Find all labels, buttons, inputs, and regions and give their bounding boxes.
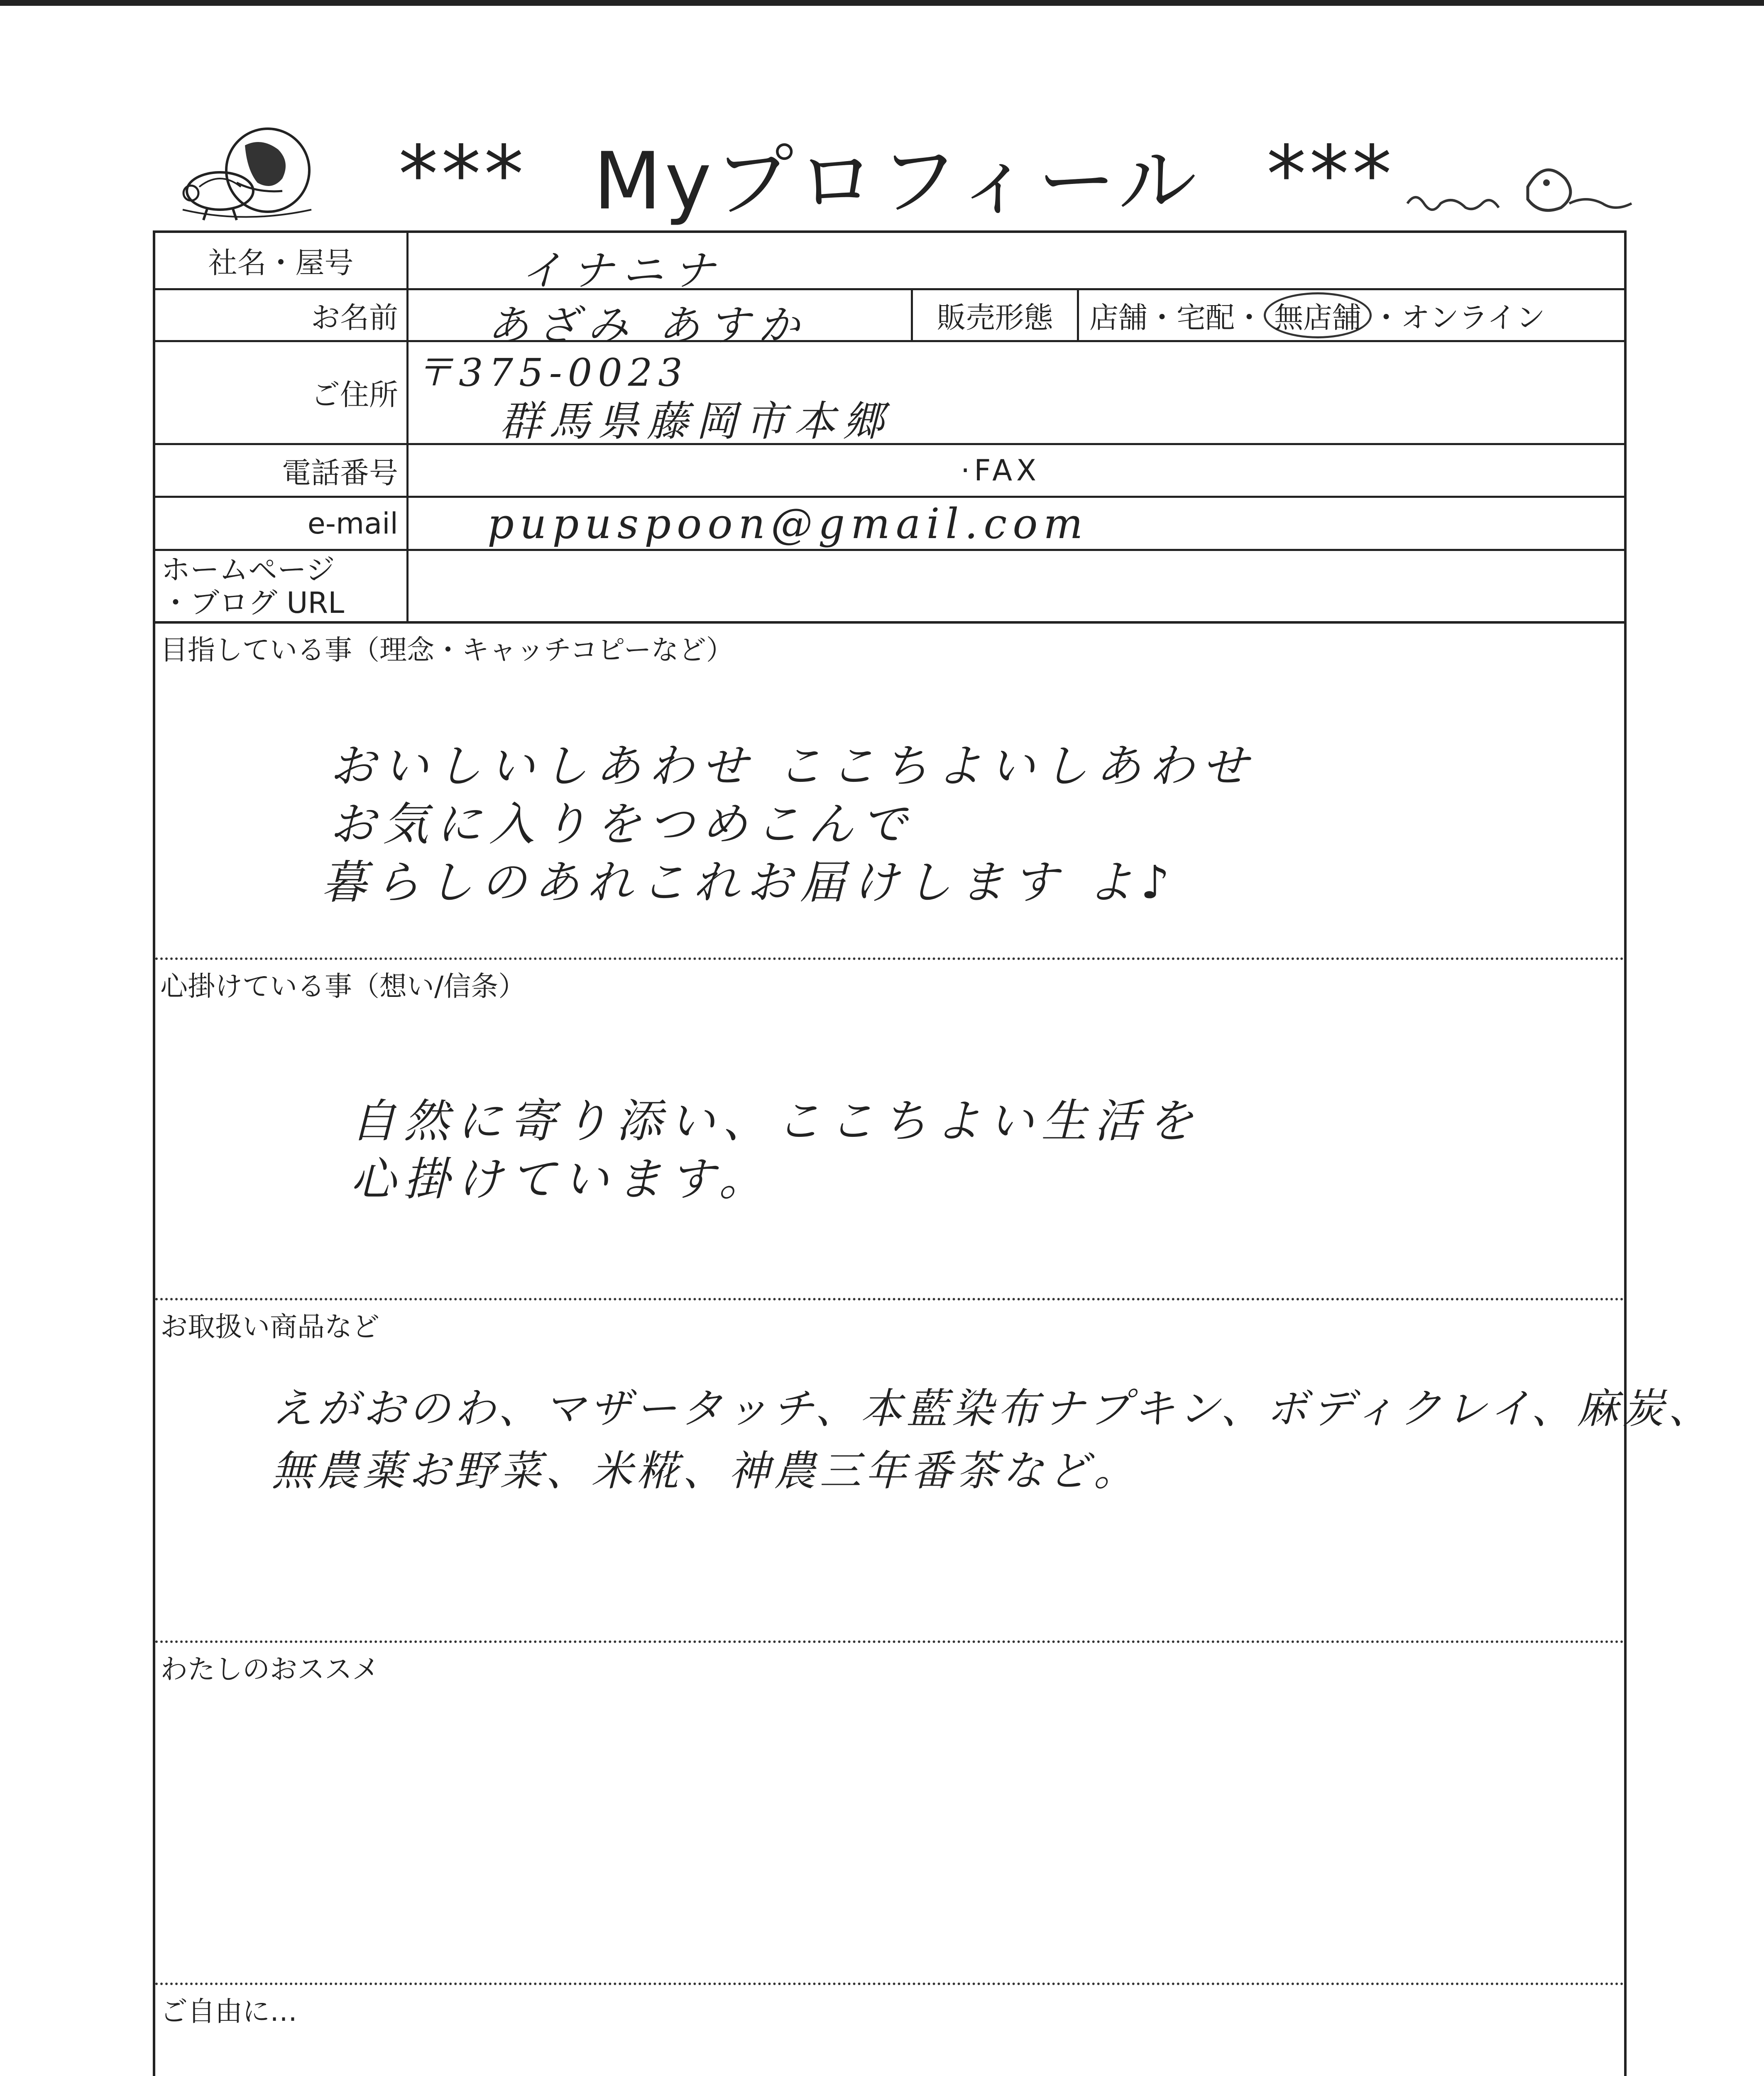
fax-field[interactable] <box>1110 445 1608 496</box>
products-title: お取扱い商品など <box>160 1311 379 1343</box>
phone-field[interactable] <box>415 445 913 496</box>
name-label: お名前 <box>155 290 409 340</box>
email-label: e-mail <box>155 498 409 549</box>
company-field[interactable]: イナニナ <box>521 246 725 295</box>
url-label-line2: ・ブログ URL <box>161 585 345 620</box>
recommend-section <box>155 1643 1624 1985</box>
scan-top-edge <box>0 0 1764 6</box>
mind-title: 心掛けている事（想い/信条） <box>160 970 526 1002</box>
sales-option-store[interactable]: 店舗 <box>1089 300 1147 335</box>
name-row <box>155 290 1624 350</box>
address-row <box>155 342 1624 445</box>
scribble-logo <box>1403 158 1636 224</box>
mind-line-2: 心掛けています。 <box>350 1153 772 1206</box>
company-label: 社名・屋号 <box>155 233 409 288</box>
page-title <box>399 125 1395 227</box>
profile-form <box>153 230 1714 2076</box>
aim-line-3: 暮らしのあれこれお届けします よ♪ <box>321 856 1177 909</box>
phone-label: 電話番号 <box>155 445 409 496</box>
url-label <box>155 551 409 621</box>
postal-code[interactable]: 〒375-0023 <box>415 350 688 395</box>
aim-section <box>155 624 1624 960</box>
free-title: ご自由に… <box>160 1995 297 2027</box>
recommend-title: わたしのおススメ <box>160 1653 379 1685</box>
sales-option-nonstore[interactable]: 無店舗 <box>1264 292 1372 338</box>
sales-type-label: 販売形態 <box>911 290 1079 340</box>
company-row <box>155 233 1624 295</box>
products-section <box>155 1300 1714 1643</box>
aim-line-2: お気に入りをつめこんで <box>330 798 914 851</box>
fax-label-text: FAX <box>974 453 1040 487</box>
aim-line-1: おいしいしあわせ ここちよいしあわせ <box>330 739 1255 793</box>
title-text: Myプロフィール <box>593 135 1200 227</box>
name-field[interactable]: あざみ あすか <box>487 301 808 350</box>
email-field[interactable]: pupuspoon@gmail.com <box>487 499 1089 548</box>
aim-title: 目指している事（理念・キャッチコピーなど） <box>160 634 734 666</box>
products-line-2: 無農薬お野菜、米糀、神農三年番茶など。 <box>272 1447 1139 1495</box>
products-line-1: えがおのわ、マザータッチ、本藍染布ナプキン、ボディクレイ、麻炭、 <box>272 1384 1714 1433</box>
mind-line-1: 自然に寄り添い、ここちよい生活を <box>350 1094 1201 1148</box>
title-stars-left: *** <box>399 128 527 220</box>
address-field[interactable]: 群馬県藤岡市本郷 <box>500 397 892 446</box>
address-label: ご住所 <box>155 342 409 443</box>
globe-turtle-logo <box>174 120 324 228</box>
sales-option-online[interactable]: オンライン <box>1401 300 1545 335</box>
phone-row <box>155 445 1624 498</box>
fax-label: · FAX <box>961 453 1040 487</box>
mind-section <box>155 960 1624 1300</box>
sales-option-delivery[interactable]: 宅配 <box>1177 300 1235 335</box>
title-stars-right: *** <box>1267 128 1395 220</box>
sales-type-options: 店舗 ・ 宅配 ・ 無店舗 ・ オンライン <box>1085 290 1621 340</box>
url-field[interactable] <box>415 551 1619 621</box>
url-row <box>155 551 1624 624</box>
url-label-line1: ホームページ <box>161 552 335 587</box>
email-row <box>155 498 1624 551</box>
free-section <box>155 1985 1624 2076</box>
